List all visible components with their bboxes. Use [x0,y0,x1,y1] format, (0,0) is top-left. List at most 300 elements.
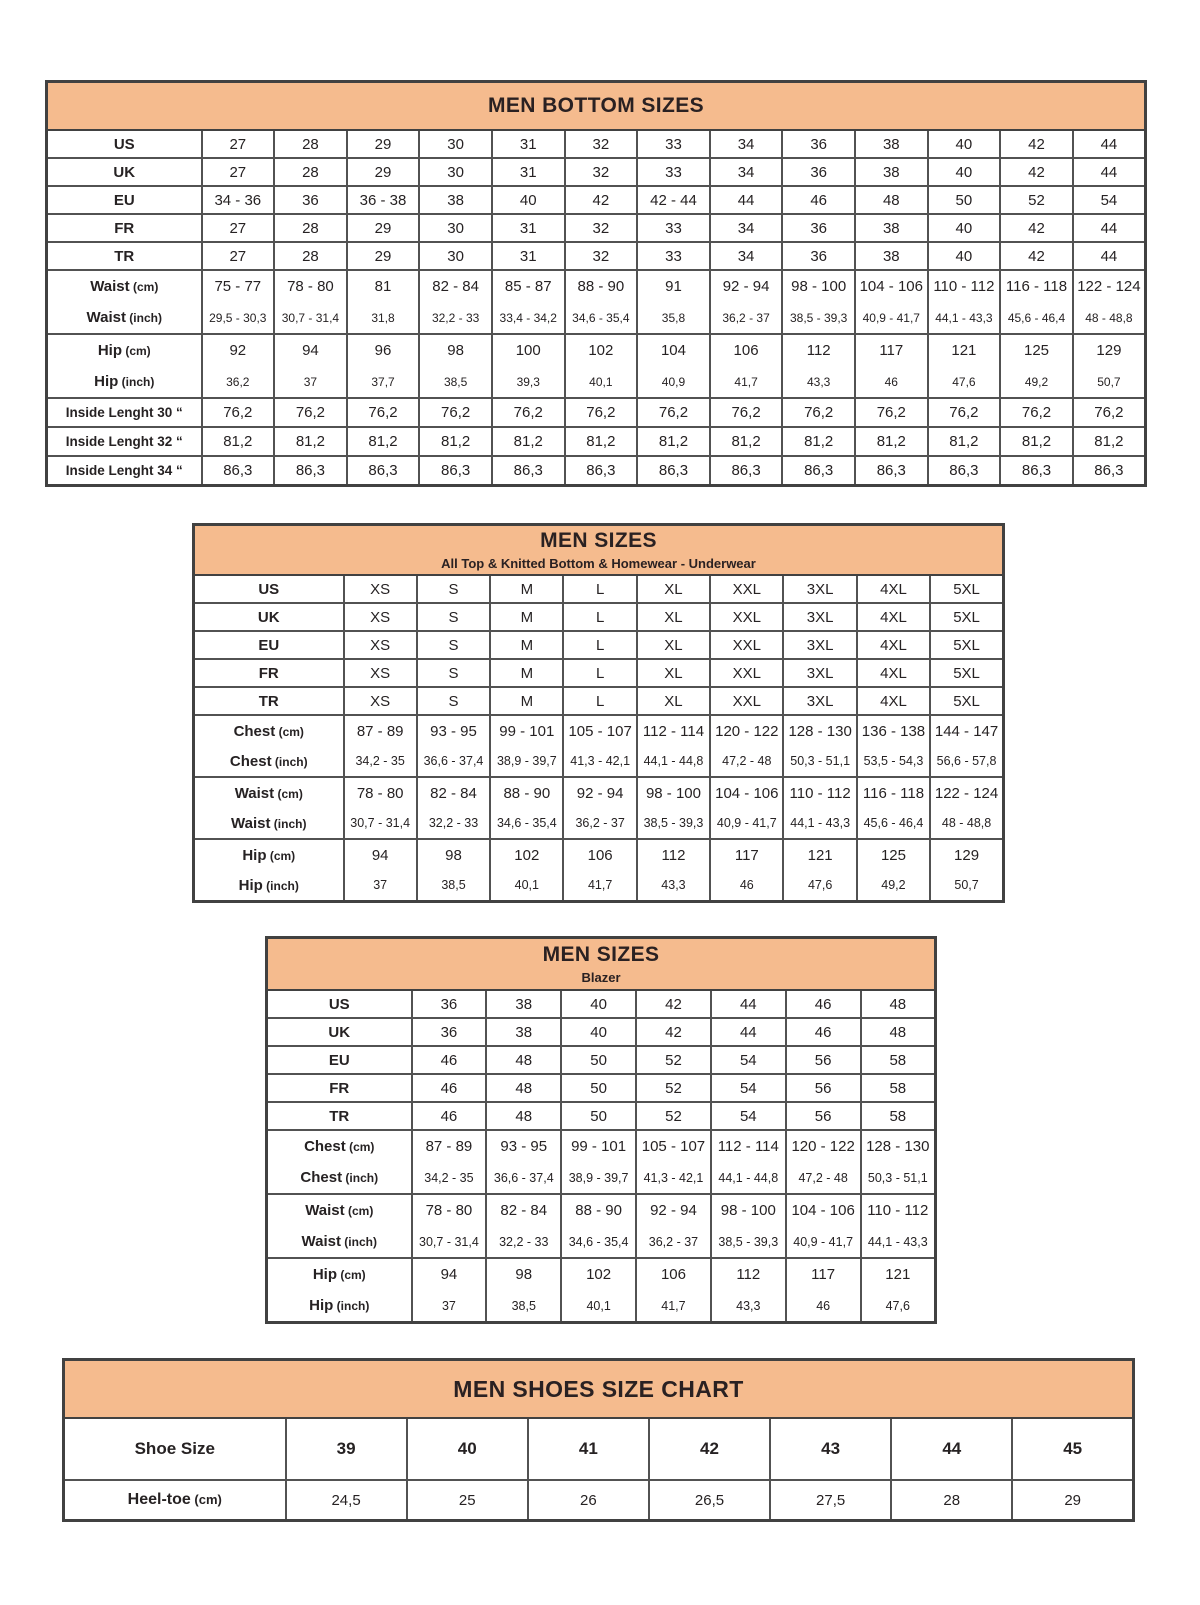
value-cell: 86,3 [274,456,347,486]
table-row [267,1162,936,1194]
value-cell: 38,5 - 39,3 [711,1226,786,1258]
value-cell: 76,2 [782,398,855,427]
value-cell: 117 [855,334,928,366]
value-cell: 37 [274,366,347,398]
value-cell: 44,1 - 43,3 [928,302,1001,334]
value-cell: 29 [347,130,420,158]
value-cell: 81 [347,270,420,302]
value-cell: 41 [528,1418,649,1480]
value-cell: 88 - 90 [561,1194,636,1226]
row-label: Hip (inch) [194,870,344,902]
value-cell: 106 [636,1258,711,1290]
value-cell: 46 [855,366,928,398]
row-label: Hip (inch) [47,366,202,398]
row-label: Chest (inch) [194,746,344,777]
row-label: EU [267,1046,412,1074]
row-label: Waist (inch) [47,302,202,334]
value-cell: 93 - 95 [417,715,490,746]
value-cell: M [490,687,563,715]
table-row [267,1102,936,1130]
row-label: FR [267,1074,412,1102]
value-cell: 38,5 - 39,3 [637,808,710,839]
value-cell: 44 [1073,158,1146,186]
value-cell: 121 [928,334,1001,366]
value-cell: 42 [649,1418,770,1480]
value-cell: XL [637,631,710,659]
value-cell: 125 [857,839,930,870]
value-cell: 98 - 100 [637,777,710,808]
value-cell: 31 [492,214,565,242]
value-cell: 88 - 90 [490,777,563,808]
value-cell: 117 [786,1258,861,1290]
value-cell: 75 - 77 [202,270,275,302]
value-cell: 76,2 [274,398,347,427]
value-cell: 36 [782,214,855,242]
value-cell: 34 [710,130,783,158]
value-cell: 38,5 - 39,3 [782,302,855,334]
value-cell: 54 [711,1046,786,1074]
value-cell: 98 [419,334,492,366]
value-cell: 86,3 [492,456,565,486]
value-cell: M [490,575,563,603]
value-cell: 104 - 106 [710,777,783,808]
value-cell: 81,2 [347,427,420,456]
value-cell: 37 [412,1290,487,1323]
table-row [267,1258,936,1290]
value-cell: 48 [486,1046,561,1074]
value-cell: 30,7 - 31,4 [412,1226,487,1258]
value-cell: 46 [786,1018,861,1046]
value-cell: 50,3 - 51,1 [861,1162,936,1194]
value-cell: 38 [855,214,928,242]
row-label: UK [267,1018,412,1046]
row-label: Waist (inch) [267,1226,412,1258]
table-subtitle: All Top & Knitted Bottom & Homewear - Underwear [441,555,756,571]
value-cell: 44 [1073,214,1146,242]
row-label: EU [47,186,202,214]
value-cell: XS [344,687,417,715]
value-cell: 98 - 100 [711,1194,786,1226]
value-cell: 81,2 [492,427,565,456]
value-cell: 36,2 - 37 [563,808,636,839]
table-row [194,631,1004,659]
value-cell: 50 [561,1102,636,1130]
men-sizes-blazer-table [265,936,937,1324]
value-cell: 42 [1000,158,1073,186]
value-cell: 35,8 [637,302,710,334]
value-cell: 45 [1012,1418,1133,1480]
value-cell: 42 [1000,130,1073,158]
value-cell: 46 [782,186,855,214]
row-label: TR [267,1102,412,1130]
value-cell: L [563,575,636,603]
value-cell: S [417,687,490,715]
value-cell: 120 - 122 [786,1130,861,1162]
table-row [194,687,1004,715]
table-row [47,334,1146,366]
value-cell: 47,2 - 48 [710,746,783,777]
value-cell: 102 [490,839,563,870]
value-cell: 94 [344,839,417,870]
value-cell: 32 [565,214,638,242]
value-cell: 99 - 101 [561,1130,636,1162]
value-cell: 76,2 [565,398,638,427]
value-cell: 5XL [930,575,1003,603]
value-cell: 81,2 [710,427,783,456]
value-cell: 34,6 - 35,4 [561,1226,636,1258]
value-cell: 30 [419,158,492,186]
value-cell: 81,2 [928,427,1001,456]
value-cell: 27 [202,158,275,186]
value-cell: 27 [202,130,275,158]
value-cell: XXL [710,659,783,687]
table-row [47,302,1146,334]
table-row [64,1480,1134,1521]
value-cell: 144 - 147 [930,715,1003,746]
value-cell: 29 [347,242,420,270]
value-cell: 28 [274,158,347,186]
value-cell: 34,6 - 35,4 [490,808,563,839]
value-cell: 76,2 [1073,398,1146,427]
value-cell: 50 [928,186,1001,214]
value-cell: 86,3 [710,456,783,486]
table-title: MEN SIZES [542,943,660,967]
value-cell: 98 - 100 [782,270,855,302]
value-cell: 33,4 - 34,2 [492,302,565,334]
table-row [267,1130,936,1162]
value-cell: XXL [710,687,783,715]
table-row [267,1046,936,1074]
value-cell: 36,6 - 37,4 [417,746,490,777]
value-cell: 91 [637,270,710,302]
value-cell: 110 - 112 [783,777,856,808]
value-cell: 24,5 [286,1480,407,1521]
value-cell: 76,2 [637,398,710,427]
table-row [267,1018,936,1046]
row-label: US [194,575,344,603]
value-cell: XXL [710,575,783,603]
value-cell: 40,1 [490,870,563,902]
men-shoes-size-chart-table [62,1358,1135,1522]
value-cell: 48 - 48,8 [1073,302,1146,334]
value-cell: 129 [930,839,1003,870]
value-cell: 81,2 [274,427,347,456]
value-cell: 41,3 - 42,1 [563,746,636,777]
value-cell: 30 [419,214,492,242]
value-cell: 52 [1000,186,1073,214]
value-cell: 30,7 - 31,4 [344,808,417,839]
value-cell: 40,1 [565,366,638,398]
value-cell: XL [637,659,710,687]
value-cell: 112 - 114 [637,715,710,746]
value-cell: 112 [782,334,855,366]
value-cell: 41,7 [636,1290,711,1323]
value-cell: 32,2 - 33 [417,808,490,839]
value-cell: 40 [561,990,636,1018]
table-row [47,186,1146,214]
value-cell: 93 - 95 [486,1130,561,1162]
value-cell: 4XL [857,603,930,631]
table-row [194,603,1004,631]
table-row [267,1074,936,1102]
value-cell: 81,2 [565,427,638,456]
row-label: FR [194,659,344,687]
value-cell: 38 [855,130,928,158]
row-label: Waist (inch) [194,808,344,839]
value-cell: 36 [412,990,487,1018]
value-cell: 26,5 [649,1480,770,1521]
value-cell: 136 - 138 [857,715,930,746]
value-cell: 5XL [930,659,1003,687]
value-cell: 86,3 [637,456,710,486]
value-cell: 25 [407,1480,528,1521]
value-cell: 86,3 [855,456,928,486]
value-cell: 47,6 [928,366,1001,398]
value-cell: 38 [855,242,928,270]
value-cell: 36,2 [202,366,275,398]
value-cell: 52 [636,1074,711,1102]
row-label: FR [47,214,202,242]
table-row [47,158,1146,186]
value-cell: 30 [419,242,492,270]
row-label: UK [47,158,202,186]
value-cell: 46 [786,990,861,1018]
value-cell: L [563,603,636,631]
row-label: Inside Lenght 30 “ [47,398,202,427]
value-cell: 30,7 - 31,4 [274,302,347,334]
value-cell: 44,1 - 44,8 [637,746,710,777]
value-cell: XL [637,603,710,631]
value-cell: 112 [711,1258,786,1290]
row-label: Chest (inch) [267,1162,412,1194]
value-cell: 52 [636,1046,711,1074]
value-cell: 78 - 80 [412,1194,487,1226]
value-cell: 120 - 122 [710,715,783,746]
value-cell: 81,2 [637,427,710,456]
table-row [194,808,1004,839]
table-row [267,1226,936,1258]
row-label: TR [194,687,344,715]
value-cell: 4XL [857,687,930,715]
table-subtitle: Blazer [581,969,621,985]
value-cell: 34 [710,242,783,270]
value-cell: 48 - 48,8 [930,808,1003,839]
value-cell: 121 [783,839,856,870]
value-cell: S [417,575,490,603]
value-cell: 38,5 [486,1290,561,1323]
value-cell: 121 [861,1258,936,1290]
value-cell: 88 - 90 [565,270,638,302]
value-cell: 42 [636,1018,711,1046]
value-cell: 32 [565,158,638,186]
value-cell: 92 - 94 [710,270,783,302]
row-label: Inside Lenght 34 “ [47,456,202,486]
value-cell: 38,5 [417,870,490,902]
value-cell: 34,2 - 35 [344,746,417,777]
value-cell: 92 [202,334,275,366]
value-cell: 27 [202,242,275,270]
value-cell: 40 [928,158,1001,186]
value-cell: 44 [891,1418,1012,1480]
value-cell: 86,3 [1000,456,1073,486]
value-cell: 50,3 - 51,1 [783,746,856,777]
table-header-band [267,938,936,991]
value-cell: XXL [710,631,783,659]
value-cell: 50 [561,1046,636,1074]
value-cell: 125 [1000,334,1073,366]
value-cell: 54 [711,1074,786,1102]
value-cell: 104 - 106 [786,1194,861,1226]
table-title: MEN SHOES SIZE CHART [453,1375,744,1402]
men-bottom-sizes-section [45,80,1147,487]
table-row [194,715,1004,746]
value-cell: 104 [637,334,710,366]
table-row [267,990,936,1018]
table-header-band [47,82,1146,131]
value-cell: 50,7 [1073,366,1146,398]
value-cell: 38 [855,158,928,186]
value-cell: S [417,659,490,687]
value-cell: 40 [407,1418,528,1480]
table-row [47,456,1146,486]
value-cell: 56 [786,1074,861,1102]
value-cell: 81,2 [1073,427,1146,456]
value-cell: 4XL [857,659,930,687]
table-row [194,746,1004,777]
value-cell: 36,2 - 37 [710,302,783,334]
row-label: US [47,130,202,158]
value-cell: 32,2 - 33 [486,1226,561,1258]
row-label: Waist (cm) [47,270,202,302]
value-cell: 116 - 118 [1000,270,1073,302]
value-cell: 122 - 124 [930,777,1003,808]
value-cell: XL [637,575,710,603]
value-cell: 76,2 [347,398,420,427]
value-cell: 56 [786,1102,861,1130]
value-cell: 33 [637,158,710,186]
value-cell: XS [344,603,417,631]
value-cell: 40,1 [561,1290,636,1323]
value-cell: 28 [274,130,347,158]
value-cell: 3XL [783,575,856,603]
value-cell: 39 [286,1418,407,1480]
value-cell: 49,2 [1000,366,1073,398]
value-cell: 33 [637,242,710,270]
value-cell: 86,3 [202,456,275,486]
value-cell: 58 [861,1102,936,1130]
value-cell: 40,9 - 41,7 [855,302,928,334]
table-row [47,130,1146,158]
value-cell: 36 [274,186,347,214]
value-cell: 76,2 [492,398,565,427]
value-cell: 106 [563,839,636,870]
table-row [194,839,1004,870]
value-cell: 32 [565,130,638,158]
row-label: Hip (inch) [267,1290,412,1323]
row-label: Heel-toe (cm) [64,1480,286,1521]
value-cell: 36 [412,1018,487,1046]
table-row [267,1290,936,1323]
value-cell: 56,6 - 57,8 [930,746,1003,777]
value-cell: 54 [711,1102,786,1130]
value-cell: 76,2 [1000,398,1073,427]
value-cell: 5XL [930,631,1003,659]
value-cell: 44 [711,1018,786,1046]
row-label: Hip (cm) [47,334,202,366]
value-cell: 49,2 [857,870,930,902]
value-cell: 42 [1000,214,1073,242]
value-cell: 81,2 [1000,427,1073,456]
value-cell: 36 - 38 [347,186,420,214]
value-cell: 50,7 [930,870,1003,902]
value-cell: 78 - 80 [274,270,347,302]
value-cell: 44 [1073,130,1146,158]
value-cell: 110 - 112 [928,270,1001,302]
value-cell: 29,5 - 30,3 [202,302,275,334]
value-cell: 34 - 36 [202,186,275,214]
row-label: US [267,990,412,1018]
table-row [47,214,1146,242]
value-cell: 44 [710,186,783,214]
table-row [47,427,1146,456]
value-cell: 39,3 [492,366,565,398]
table-row [64,1418,1134,1480]
value-cell: XS [344,659,417,687]
value-cell: L [563,687,636,715]
row-label: Waist (cm) [194,777,344,808]
value-cell: 86,3 [1073,456,1146,486]
value-cell: 34 [710,158,783,186]
value-cell: 3XL [783,687,856,715]
value-cell: 87 - 89 [344,715,417,746]
value-cell: L [563,631,636,659]
value-cell: 40 [928,214,1001,242]
table-row [194,659,1004,687]
value-cell: 43 [770,1418,891,1480]
value-cell: 37,7 [347,366,420,398]
value-cell: 105 - 107 [636,1130,711,1162]
value-cell: XL [637,687,710,715]
value-cell: 43,3 [637,870,710,902]
value-cell: XS [344,631,417,659]
value-cell: 86,3 [419,456,492,486]
value-cell: 42 [636,990,711,1018]
table-row [194,575,1004,603]
value-cell: 31,8 [347,302,420,334]
value-cell: 48 [486,1102,561,1130]
value-cell: 99 - 101 [490,715,563,746]
value-cell: 85 - 87 [492,270,565,302]
value-cell: 36 [782,242,855,270]
value-cell: 29 [347,214,420,242]
table-title: MEN SIZES [540,529,657,553]
row-label: EU [194,631,344,659]
value-cell: 33 [637,130,710,158]
value-cell: 44,1 - 43,3 [783,808,856,839]
value-cell: 40,9 [637,366,710,398]
value-cell: 38 [419,186,492,214]
value-cell: 98 [486,1258,561,1290]
value-cell: 44,1 - 44,8 [711,1162,786,1194]
row-label: TR [47,242,202,270]
value-cell: 44 [1073,242,1146,270]
value-cell: 4XL [857,575,930,603]
value-cell: 92 - 94 [563,777,636,808]
table-row [47,398,1146,427]
men-shoes-size-chart-section [62,1358,1135,1522]
value-cell: 129 [1073,334,1146,366]
value-cell: 36,6 - 37,4 [486,1162,561,1194]
